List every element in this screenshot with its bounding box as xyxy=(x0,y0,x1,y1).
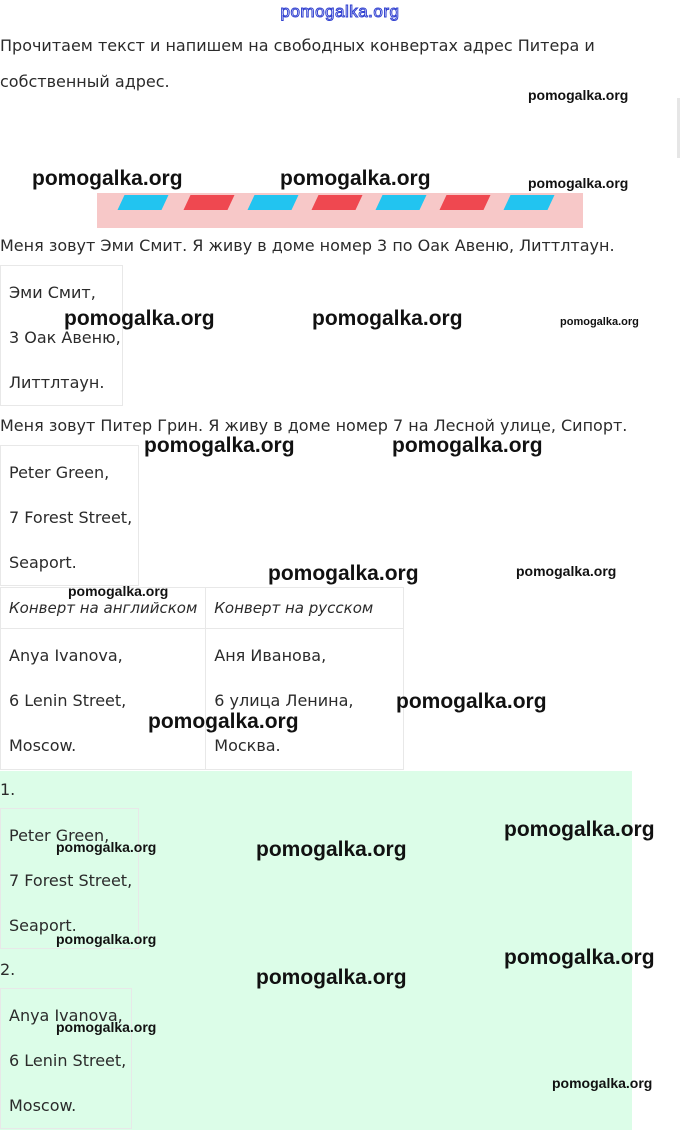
answer-1-box xyxy=(0,808,139,949)
address-line: 7 Forest Street, xyxy=(9,871,133,890)
header-ru: Конверт на русском xyxy=(214,599,374,617)
address-line: 6 улица Ленина, xyxy=(214,691,354,710)
watermark: pomogalka.org xyxy=(256,966,407,989)
watermark: pomogalka.org xyxy=(256,838,407,861)
answer-number-2: 2. xyxy=(0,960,16,979)
address-line: Anya Ivanova, xyxy=(9,646,123,665)
address-line: Moscow. xyxy=(9,1096,77,1115)
address-line: Peter Green, xyxy=(9,826,110,845)
answer-number-1: 1. xyxy=(0,780,16,799)
header-en: Конверт на английском xyxy=(9,599,198,617)
peter-address-box xyxy=(0,445,139,586)
table-header-cell xyxy=(206,588,404,629)
address-line: 6 Lenin Street, xyxy=(9,1051,127,1070)
envelope-table xyxy=(0,587,404,770)
stripe-blue xyxy=(504,195,555,210)
watermark: pomogalka.org xyxy=(396,690,547,713)
address-line: 3 Оак Авеню, xyxy=(9,328,121,347)
address-line: Москва. xyxy=(214,736,281,755)
address-line: Аня Иванова, xyxy=(214,646,327,665)
watermark: pomogalka.org xyxy=(392,434,543,457)
address-line: Seaport. xyxy=(9,553,77,572)
watermark: pomogalka.org xyxy=(64,307,215,330)
watermark: pomogalka.org xyxy=(268,562,419,585)
watermark: pomogalka.org xyxy=(528,87,629,103)
envelope-strip-image xyxy=(97,193,583,228)
table-header-row xyxy=(1,588,404,629)
watermark: pomogalka.org xyxy=(144,434,295,457)
address-line: Anya Ivanova, xyxy=(9,1006,123,1025)
stripe-red xyxy=(184,195,235,210)
table-cell-en xyxy=(1,629,206,770)
watermark: pomogalka.org xyxy=(504,946,655,969)
watermark: pomogalka.org xyxy=(560,316,639,328)
stripe-blue xyxy=(248,195,299,210)
address-line: 7 Forest Street, xyxy=(9,508,133,527)
watermark: pomogalka.org xyxy=(528,175,629,191)
site-header[interactable]: pomogalka.org xyxy=(280,2,400,21)
stripe-blue xyxy=(118,195,169,210)
emmy-paragraph: Меня зовут Эми Смит. Я живу в доме номер 3 по Оак Авеню, Литтлтаун. xyxy=(0,236,615,255)
address-line: Moscow. xyxy=(9,736,77,755)
address-line: 6 Lenin Street, xyxy=(9,691,127,710)
table-cell-ru xyxy=(206,629,404,770)
stripe-red xyxy=(440,195,491,210)
address-line: Peter Green, xyxy=(9,463,110,482)
stripe-red xyxy=(312,195,363,210)
address-line: Эми Смит, xyxy=(9,283,96,302)
watermark: pomogalka.org xyxy=(148,710,299,733)
emmy-address-box xyxy=(0,265,123,406)
watermark: pomogalka.org xyxy=(552,1075,653,1091)
watermark: pomogalka.org xyxy=(516,563,617,579)
watermark: pomogalka.org xyxy=(56,839,157,855)
watermark: pomogalka.org xyxy=(56,931,157,947)
intro-text: Прочитаем текст и напишем на свободных конвертах адрес Питера и собственный адрес. xyxy=(0,36,595,91)
table-row xyxy=(1,629,404,770)
address-line: Seaport. xyxy=(9,916,77,935)
watermark: pomogalka.org xyxy=(68,583,169,599)
watermark: pomogalka.org xyxy=(312,307,463,330)
answer-2-box xyxy=(0,988,132,1129)
watermark: pomogalka.org xyxy=(280,167,431,190)
watermark: pomogalka.org xyxy=(504,818,655,841)
stripe-blue xyxy=(376,195,427,210)
address-line: Литтлтаун. xyxy=(9,373,105,392)
watermark: pomogalka.org xyxy=(56,1019,157,1035)
watermark: pomogalka.org xyxy=(32,167,183,190)
peter-paragraph: Меня зовут Питер Грин. Я живу в доме номер 7 на Лесной улице, Сипорт. xyxy=(0,416,628,435)
